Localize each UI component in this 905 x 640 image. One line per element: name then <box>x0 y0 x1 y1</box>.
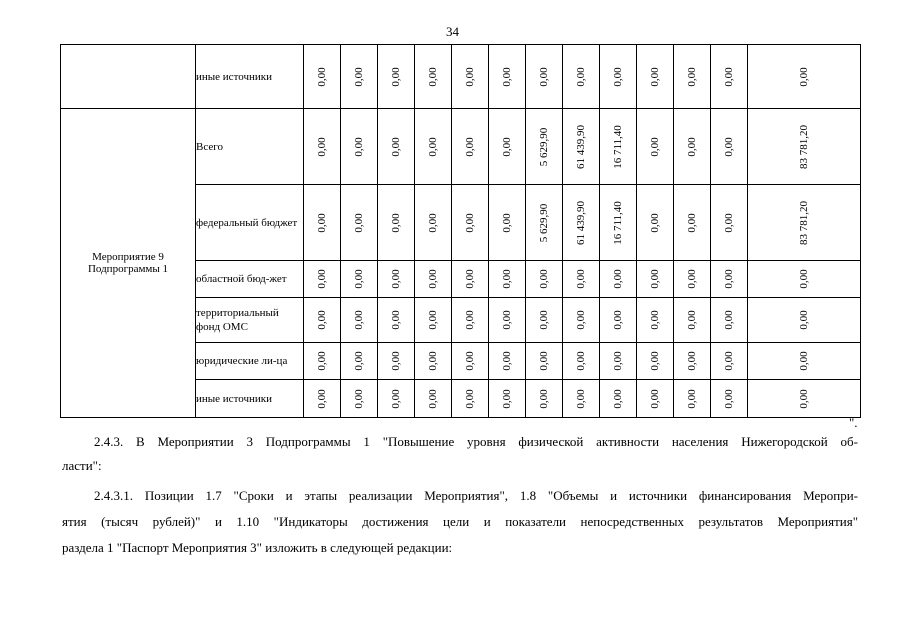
amount-cell <box>600 343 637 380</box>
amount-value: 0,00 <box>427 388 439 409</box>
amount-value: 0,00 <box>723 66 735 87</box>
amount-value: 0,00 <box>390 351 402 371</box>
amount-value: 0,00 <box>353 310 365 330</box>
table-body <box>61 45 861 418</box>
amount-value: 0,00 <box>649 310 661 330</box>
amount-cell <box>415 261 452 298</box>
amount-value: 0,00 <box>723 351 735 371</box>
amount-value: 0,00 <box>575 310 587 330</box>
amount-value: 0,00 <box>316 388 328 409</box>
amount-cell <box>674 185 711 261</box>
amount-cell <box>304 298 341 343</box>
amount-value: 16 711,40 <box>612 124 624 169</box>
amount-value: 0,00 <box>427 212 439 233</box>
amount-value: 0,00 <box>390 212 402 233</box>
amount-value: 0,00 <box>723 136 735 157</box>
amount-value: 83 781,20 <box>798 124 810 169</box>
amount-value: 0,00 <box>501 212 513 233</box>
amount-value: 0,00 <box>427 269 439 289</box>
amount-cell <box>637 343 674 380</box>
amount-value: 0,00 <box>464 66 476 87</box>
table-row <box>61 45 861 109</box>
funding-source: юридические ли-ца <box>196 343 304 380</box>
amount-value: 0,00 <box>390 136 402 157</box>
amount-value: 0,00 <box>649 269 661 289</box>
amount-cell <box>378 343 415 380</box>
amount-cell <box>378 261 415 298</box>
amount-cell <box>748 380 861 418</box>
amount-cell <box>748 45 861 109</box>
amount-cell <box>674 298 711 343</box>
amount-cell <box>378 185 415 261</box>
amount-cell <box>748 185 861 261</box>
amount-value: 0,00 <box>798 269 810 289</box>
amount-cell <box>341 343 378 380</box>
amount-value: 0,00 <box>649 388 661 409</box>
amount-value: 0,00 <box>575 388 587 409</box>
paragraph-2-4-3-1-line-2: ятия (тысяч рублей)" и 1.10 "Индикаторы достижения цели и показатели непосредственных результатов Мероприятия" <box>62 514 858 529</box>
amount-cell <box>304 343 341 380</box>
funding-source: Всего <box>196 109 304 185</box>
amount-cell <box>378 109 415 185</box>
amount-cell <box>637 109 674 185</box>
financing-table <box>60 44 861 418</box>
amount-cell <box>600 185 637 261</box>
amount-value: 0,00 <box>612 310 624 330</box>
amount-cell <box>526 298 563 343</box>
amount-cell <box>637 185 674 261</box>
amount-cell <box>415 343 452 380</box>
amount-value: 0,00 <box>538 66 550 87</box>
amount-value: 0,00 <box>686 310 698 330</box>
amount-cell <box>489 109 526 185</box>
amount-cell <box>600 45 637 109</box>
amount-cell <box>489 45 526 109</box>
amount-value: 0,00 <box>649 351 661 371</box>
amount-value: 0,00 <box>501 310 513 330</box>
amount-cell <box>304 261 341 298</box>
amount-cell <box>711 109 748 185</box>
amount-value: 0,00 <box>538 269 550 289</box>
amount-value: 0,00 <box>390 269 402 289</box>
amount-cell <box>304 185 341 261</box>
amount-value: 0,00 <box>501 351 513 371</box>
amount-cell <box>415 45 452 109</box>
amount-cell <box>526 343 563 380</box>
amount-value: 0,00 <box>686 269 698 289</box>
amount-value: 0,00 <box>538 351 550 371</box>
amount-value: 0,00 <box>390 388 402 409</box>
amount-cell <box>489 261 526 298</box>
amount-value: 0,00 <box>612 269 624 289</box>
amount-value: 0,00 <box>316 136 328 157</box>
amount-cell <box>637 298 674 343</box>
amount-value: 0,00 <box>427 66 439 87</box>
measure-cell <box>61 45 196 109</box>
amount-value: 0,00 <box>612 388 624 409</box>
amount-value: 0,00 <box>427 310 439 330</box>
amount-value: 0,00 <box>501 269 513 289</box>
amount-cell <box>748 109 861 185</box>
page-number: 34 <box>446 24 459 39</box>
funding-source: областной бюд-жет <box>196 261 304 298</box>
amount-value: 0,00 <box>649 212 661 233</box>
amount-cell <box>563 109 600 185</box>
amount-cell <box>748 298 861 343</box>
amount-cell <box>341 261 378 298</box>
amount-cell <box>563 343 600 380</box>
amount-value: 0,00 <box>649 136 661 157</box>
amount-cell <box>452 45 489 109</box>
amount-value: 0,00 <box>723 269 735 289</box>
amount-cell <box>341 298 378 343</box>
amount-value: 0,00 <box>464 351 476 371</box>
amount-value: 0,00 <box>575 269 587 289</box>
paragraph-2-4-3-line-2: ласти": <box>62 458 102 473</box>
amount-value: 0,00 <box>316 351 328 371</box>
amount-value: 0,00 <box>798 66 810 87</box>
amount-cell <box>378 45 415 109</box>
paragraph-2-4-3-1-line-1: 2.4.3.1. Позиции 1.7 "Сроки и этапы реализации Мероприятия", 1.8 "Объемы и источники финансирования Меропри- <box>94 488 858 503</box>
amount-value: 0,00 <box>464 310 476 330</box>
amount-value: 0,00 <box>686 212 698 233</box>
amount-cell <box>489 185 526 261</box>
amount-cell <box>341 380 378 418</box>
amount-cell <box>600 380 637 418</box>
amount-value: 0,00 <box>798 351 810 371</box>
amount-value: 61 439,90 <box>575 124 587 169</box>
amount-cell <box>563 261 600 298</box>
amount-value: 0,00 <box>316 310 328 330</box>
amount-cell <box>452 380 489 418</box>
amount-value: 0,00 <box>798 388 810 409</box>
amount-value: 0,00 <box>723 212 735 233</box>
amount-cell <box>711 45 748 109</box>
amount-cell <box>415 380 452 418</box>
amount-cell <box>378 380 415 418</box>
amount-value: 0,00 <box>649 66 661 87</box>
amount-cell <box>637 261 674 298</box>
amount-cell <box>526 45 563 109</box>
amount-value: 0,00 <box>390 66 402 87</box>
amount-cell <box>563 185 600 261</box>
amount-value: 0,00 <box>575 66 587 87</box>
amount-cell <box>600 298 637 343</box>
amount-value: 16 711,40 <box>612 200 624 245</box>
amount-cell <box>600 109 637 185</box>
amount-cell <box>748 261 861 298</box>
amount-value: 0,00 <box>538 388 550 409</box>
funding-source: иные источники <box>196 380 304 418</box>
amount-cell <box>341 45 378 109</box>
amount-cell <box>452 261 489 298</box>
amount-cell <box>711 298 748 343</box>
amount-cell <box>341 185 378 261</box>
amount-value: 0,00 <box>427 136 439 157</box>
amount-cell <box>304 45 341 109</box>
amount-value: 0,00 <box>538 310 550 330</box>
amount-value: 0,00 <box>575 351 587 371</box>
amount-value: 0,00 <box>353 66 365 87</box>
amount-cell <box>341 109 378 185</box>
amount-cell <box>748 343 861 380</box>
amount-cell <box>526 261 563 298</box>
amount-cell <box>674 343 711 380</box>
amount-value: 0,00 <box>501 66 513 87</box>
amount-value: 0,00 <box>353 212 365 233</box>
amount-value: 61 439,90 <box>575 200 587 245</box>
amount-value: 0,00 <box>353 269 365 289</box>
paragraph-2-4-3-1-line-3: раздела 1 "Паспорт Мероприятия 3" изложить в следующей редакции: <box>62 540 453 555</box>
amount-value: 0,00 <box>686 351 698 371</box>
amount-value: 0,00 <box>390 310 402 330</box>
amount-value: 0,00 <box>723 310 735 330</box>
amount-value: 0,00 <box>464 212 476 233</box>
amount-cell <box>526 109 563 185</box>
amount-cell <box>711 380 748 418</box>
amount-value: 0,00 <box>798 310 810 330</box>
amount-value: 0,00 <box>353 351 365 371</box>
amount-cell <box>489 343 526 380</box>
amount-cell <box>452 109 489 185</box>
closing-quote-mark: ". <box>849 415 858 430</box>
amount-value: 0,00 <box>723 388 735 409</box>
amount-value: 83 781,20 <box>798 200 810 245</box>
amount-value: 0,00 <box>464 269 476 289</box>
amount-cell <box>637 380 674 418</box>
amount-value: 5 629,90 <box>538 203 550 242</box>
amount-cell <box>415 185 452 261</box>
amount-cell <box>674 45 711 109</box>
amount-cell <box>674 109 711 185</box>
amount-value: 0,00 <box>353 388 365 409</box>
amount-value: 0,00 <box>464 136 476 157</box>
amount-value: 0,00 <box>612 351 624 371</box>
amount-cell <box>711 185 748 261</box>
table-row <box>61 109 861 185</box>
amount-cell <box>378 298 415 343</box>
amount-value: 0,00 <box>427 351 439 371</box>
amount-value: 0,00 <box>501 136 513 157</box>
amount-value: 0,00 <box>316 66 328 87</box>
amount-cell <box>304 109 341 185</box>
amount-cell <box>563 380 600 418</box>
amount-value: 0,00 <box>686 388 698 409</box>
amount-value: 0,00 <box>316 212 328 233</box>
amount-cell <box>674 261 711 298</box>
amount-value: 0,00 <box>686 66 698 87</box>
amount-value: 0,00 <box>464 388 476 409</box>
amount-value: 0,00 <box>353 136 365 157</box>
amount-cell <box>637 45 674 109</box>
funding-source: иные источники <box>196 45 304 109</box>
amount-cell <box>489 298 526 343</box>
amount-cell <box>415 298 452 343</box>
amount-cell <box>563 45 600 109</box>
amount-value: 0,00 <box>501 388 513 409</box>
amount-cell <box>489 380 526 418</box>
funding-source: территориальный фонд ОМС <box>196 298 304 343</box>
amount-cell <box>415 109 452 185</box>
amount-cell <box>711 261 748 298</box>
amount-cell <box>711 343 748 380</box>
amount-value: 0,00 <box>686 136 698 157</box>
paragraph-2-4-3-line-1: 2.4.3. В Мероприятии 3 Подпрограммы 1 "Повышение уровня физической активности населения Нижегородской об- <box>94 434 858 449</box>
amount-cell <box>563 298 600 343</box>
amount-value: 5 629,90 <box>538 127 550 166</box>
amount-cell <box>526 380 563 418</box>
measure-name: Мероприятие 9 Подпрограммы 1 <box>61 109 196 418</box>
amount-cell <box>674 380 711 418</box>
amount-cell <box>526 185 563 261</box>
amount-cell <box>304 380 341 418</box>
amount-cell <box>600 261 637 298</box>
amount-value: 0,00 <box>316 269 328 289</box>
amount-cell <box>452 185 489 261</box>
funding-source: федеральный бюджет <box>196 185 304 261</box>
amount-cell <box>452 343 489 380</box>
amount-value: 0,00 <box>612 66 624 87</box>
amount-cell <box>452 298 489 343</box>
